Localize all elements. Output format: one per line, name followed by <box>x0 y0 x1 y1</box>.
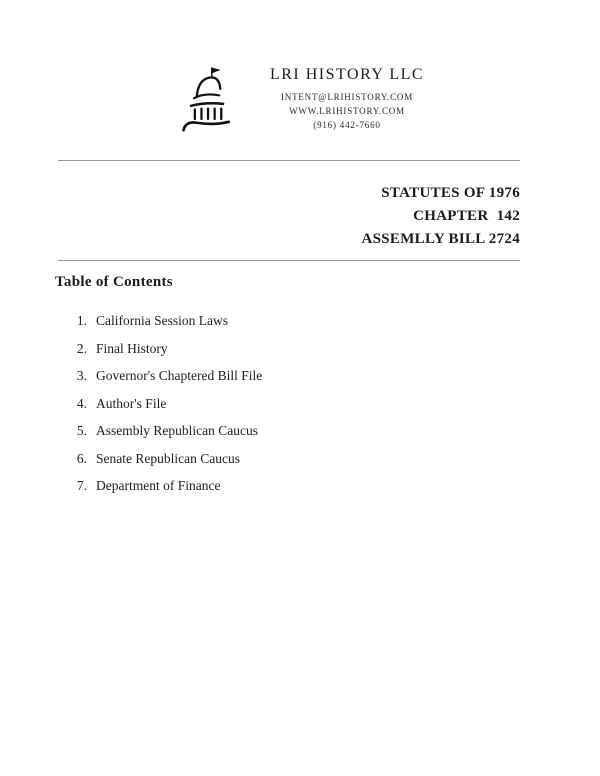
toc-item-number: 2. <box>76 340 87 356</box>
chapter-line: CHAPTER 142 <box>413 208 520 224</box>
contact-block <box>270 62 424 132</box>
company-name: LRI HISTORY LLC <box>269 66 425 83</box>
toc-item <box>69 423 540 439</box>
toc-item-label: Author's File <box>96 395 167 411</box>
toc-item-number: 4. <box>76 395 87 411</box>
toc-item-label: California Session Laws <box>96 313 228 328</box>
toc-item-number: 7. <box>76 478 87 493</box>
toc-item <box>69 341 540 357</box>
toc-item <box>69 368 540 384</box>
divider-top <box>58 160 520 161</box>
divider-bottom <box>58 260 520 261</box>
toc-item-number: 6. <box>76 450 87 466</box>
bill-line: ASSEMLLY BILL 2724 <box>361 231 520 247</box>
toc-item <box>69 451 540 467</box>
toc-item-label: Department of Finance <box>96 478 221 493</box>
toc-item <box>69 478 540 494</box>
toc-item-label: Governor's Chaptered Bill File <box>96 368 263 383</box>
toc-item-label: Assembly Republican Caucus <box>96 423 258 438</box>
company-phone: (916) 442-7660 <box>313 120 381 130</box>
letterhead <box>0 0 600 140</box>
toc-item-number: 5. <box>76 423 87 438</box>
toc-item <box>69 313 540 329</box>
toc-item <box>69 396 540 412</box>
table-of-contents <box>55 274 540 506</box>
toc-list <box>55 313 540 494</box>
toc-item-number: 1. <box>76 313 87 328</box>
toc-item-label: Senate Republican Caucus <box>96 450 240 466</box>
toc-title: Table of Contents <box>55 274 173 290</box>
company-email: INTENT@LRIHISTORY.COM <box>280 92 413 102</box>
toc-item-number: 3. <box>76 368 87 383</box>
toc-item-label: Final History <box>96 340 168 356</box>
capitol-logo-icon <box>176 64 242 140</box>
statutes-line: STATUTES OF 1976 <box>381 185 520 201</box>
reference-block <box>361 182 520 251</box>
company-website: WWW.LRIHISTORY.COM <box>289 106 405 116</box>
